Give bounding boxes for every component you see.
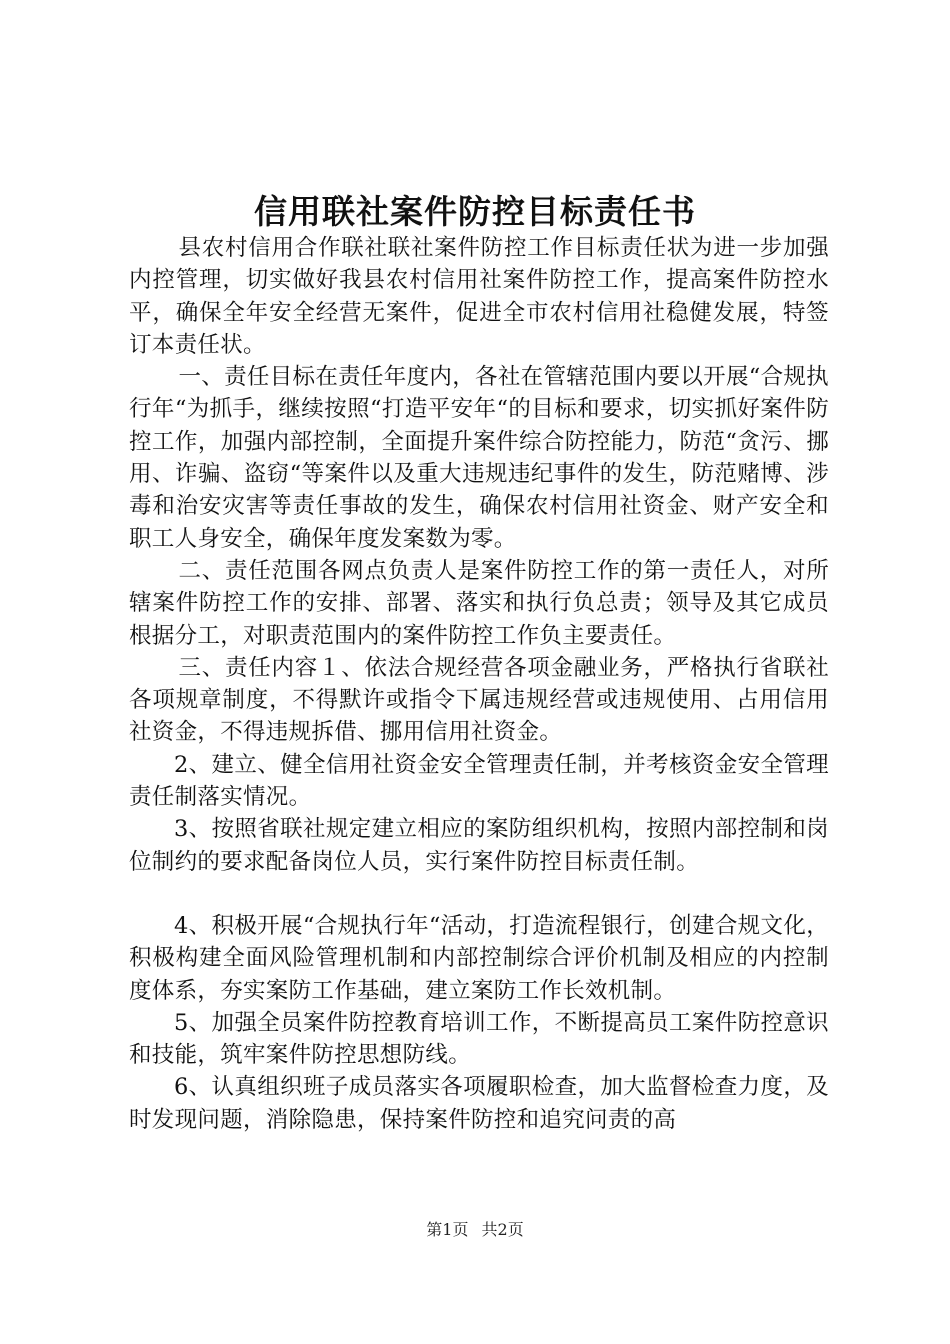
- paragraph-section-1: 一、责任目标在责任年度内，各社在管辖范围内要以开展“合规执行年“为抓手，继续按照“打造平安年“的目标和要求，切实抓好案件防控工作，加强内部控制，全面提升案件综合防控能力，防范“贪污、挪用、诈骗、盗窃“等案件以及重大违规违纪事件的发生，防范赌博、涉毒和治安灾害等责任事故的发生，确保农村信用社资金、财产安全和职工人身安全，确保年度发案数为零。: [129, 364, 829, 552]
- paragraph-item-6: 6、认真组织班子成员落实各项履职检查，加大监督检查力度，及时发现问题，消除隐患，保持案件防控和追究问责的高: [129, 1074, 829, 1133]
- page-total: 共2页: [481, 1220, 524, 1239]
- paragraph-item-2: 2、建立、健全信用社资金安全管理责任制，并考核资金安全管理责任制落实情况。: [129, 751, 829, 811]
- paragraph-section-2: 二、责任范围各网点负责人是案件防控工作的第一责任人，对所辖案件防控工作的安排、部署、落实和执行负总责；领导及其它成员根据分工，对职责范围内的案件防控工作负主要责任。: [129, 557, 829, 649]
- paragraph-section-3: 三、责任内容１、依法合规经营各项金融业务，严格执行省联社各项规章制度，不得默许或指令下属违规经营或违规使用、占用信用社资金，不得违规拆借、挪用信用社资金。: [129, 654, 829, 746]
- document-body: [129, 232, 829, 1136]
- page-number: 第1页: [426, 1220, 469, 1239]
- page-footer: [0, 1217, 950, 1240]
- paragraph-intro: 县农村信用合作联社联社案件防控工作目标责任状为进一步加强内控管理，切实做好我县农村信用社案件防控工作，提高案件防控水平，确保全年安全经营无案件，促进全市农村信用社稳健发展，特签订本责任状。: [129, 235, 829, 358]
- paragraph-item-5: 5、加强全员案件防控教育培训工作，不断提高员工案件防控意识和技能，筑牢案件防控思想防线。: [129, 1009, 829, 1069]
- paragraph-item-3: 3、按照省联社规定建立相应的案防组织机构，按照内部控制和岗位制约的要求配备岗位人员，实行案件防控目标责任制。: [129, 816, 829, 875]
- paragraph-item-4: 4、积极开展“合规执行年“活动，打造流程银行，创建合规文化，积极构建全面风险管理机制和内部控制综合评价机制及相应的内控制度体系，夯实案防工作基础，建立案防工作长效机制。: [129, 912, 829, 1004]
- document-title: 信用联社案件防控目标责任书: [254, 192, 696, 231]
